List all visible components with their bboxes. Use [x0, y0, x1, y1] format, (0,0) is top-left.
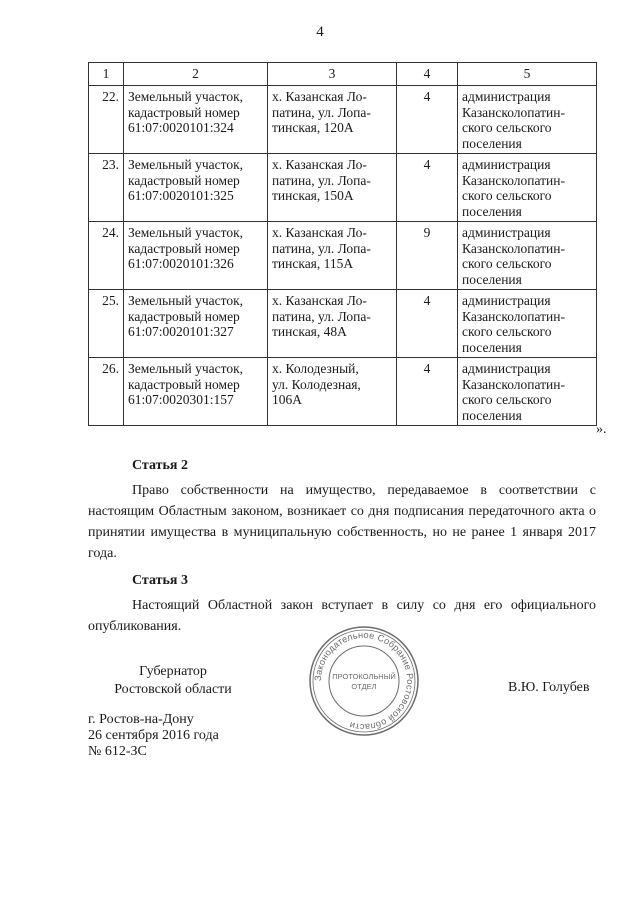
- address-cell: [268, 358, 397, 426]
- object-cell: [124, 154, 268, 222]
- recipient-cell: [458, 290, 597, 358]
- cell-line: администрация: [462, 361, 551, 376]
- cell-line: патина, ул. Лопа-: [272, 172, 371, 188]
- cell-line: кадастровый номер: [128, 376, 240, 392]
- cell-line: Казансколопатин-: [462, 308, 566, 324]
- stamp-center-line-1: ПРОТОКОЛЬНЫЙ: [332, 672, 396, 681]
- cell-line: Казансколопатин-: [462, 240, 566, 256]
- address-cell: [268, 154, 397, 222]
- recipient-cell: [458, 222, 597, 290]
- address-cell: [268, 222, 397, 290]
- object-cell: [124, 86, 268, 154]
- recipient-cell: [458, 154, 597, 222]
- article-3-text: Настоящий Областной закон вступает в силу со дня его официального опубликования.: [88, 598, 596, 634]
- signing-date: 26 сентября 2016 года: [88, 728, 219, 743]
- table-row: [89, 222, 597, 290]
- cell-line: х. Казанская Ло-: [272, 225, 367, 240]
- row-number-cell: 25.: [89, 290, 124, 358]
- cell-line: ского сельского: [462, 188, 552, 203]
- cell-line: х. Казанская Ло-: [272, 293, 367, 308]
- cell-line: кадастровый номер: [128, 308, 240, 324]
- column-header-5: 5: [458, 63, 597, 86]
- cell-line: кадастровый номер: [128, 240, 240, 256]
- column-header-4: 4: [397, 63, 458, 86]
- cell-line: администрация: [462, 225, 551, 240]
- stamp-center-line-2: ОТДЕЛ: [351, 682, 377, 691]
- column-header-3: 3: [268, 63, 397, 86]
- stamp-ring-text: Законодательное Собрание Ростовской области: [312, 629, 416, 733]
- cell-line: тинская, 48А: [272, 324, 347, 339]
- land-plots-table: [88, 62, 597, 426]
- table-row: [89, 154, 597, 222]
- article-3-title: Статья 3: [132, 573, 188, 588]
- column-header-2: 2: [124, 63, 268, 86]
- cell-line: 61:07:0020301:157: [128, 392, 234, 407]
- cell-line: тинская, 150А: [272, 188, 354, 203]
- cell-line: ул. Колодезная,: [272, 376, 361, 392]
- cell-line: 61:07:0020101:326: [128, 256, 234, 271]
- object-cell: [124, 358, 268, 426]
- cell-line: Казансколопатин-: [462, 172, 566, 188]
- count-cell: 9: [397, 222, 458, 290]
- closing-quote: ».: [596, 422, 607, 437]
- row-number-cell: 24.: [89, 222, 124, 290]
- table-row: [89, 290, 597, 358]
- row-number-cell: 23.: [89, 154, 124, 222]
- cell-line: поселения: [462, 339, 522, 355]
- cell-line: Земельный участок,: [128, 361, 244, 376]
- column-header-1: 1: [89, 63, 124, 86]
- cell-line: Земельный участок,: [128, 293, 244, 308]
- position-line-2: Ростовской области: [114, 682, 232, 697]
- law-number: № 612-ЗС: [88, 744, 147, 759]
- address-cell: [268, 290, 397, 358]
- cell-line: 61:07:0020101:325: [128, 188, 234, 203]
- cell-line: поселения: [462, 271, 522, 287]
- cell-line: Земельный участок,: [128, 225, 244, 240]
- cell-line: ского сельского: [462, 256, 552, 271]
- official-stamp: [308, 625, 420, 737]
- cell-line: х. Казанская Ло-: [272, 89, 367, 104]
- cell-line: ского сельского: [462, 324, 552, 339]
- cell-line: патина, ул. Лопа-: [272, 240, 371, 256]
- cell-line: ского сельского: [462, 120, 552, 135]
- cell-line: Земельный участок,: [128, 89, 244, 104]
- row-number-cell: 22.: [89, 86, 124, 154]
- position-line-1: Губернатор: [139, 664, 207, 679]
- cell-line: Казансколопатин-: [462, 376, 566, 392]
- count-cell: 4: [397, 154, 458, 222]
- cell-line: администрация: [462, 157, 551, 172]
- cell-line: 61:07:0020101:324: [128, 120, 234, 135]
- cell-line: кадастровый номер: [128, 104, 240, 120]
- cell-line: патина, ул. Лопа-: [272, 104, 371, 120]
- cell-line: тинская, 120А: [272, 120, 354, 135]
- article-2: [88, 455, 596, 564]
- cell-line: администрация: [462, 89, 551, 104]
- object-cell: [124, 222, 268, 290]
- cell-line: поселения: [462, 407, 522, 423]
- signatory-name: В.Ю. Голубев: [508, 680, 590, 695]
- cell-line: ского сельского: [462, 392, 552, 407]
- table-row: [89, 358, 597, 426]
- cell-line: Земельный участок,: [128, 157, 244, 172]
- cell-line: администрация: [462, 293, 551, 308]
- recipient-cell: [458, 86, 597, 154]
- article-2-title: Статья 2: [132, 458, 188, 473]
- address-cell: [268, 86, 397, 154]
- recipient-cell: [458, 358, 597, 426]
- count-cell: 4: [397, 86, 458, 154]
- object-cell: [124, 290, 268, 358]
- table-row: [89, 86, 597, 154]
- cell-line: 61:07:0020101:327: [128, 324, 234, 339]
- count-cell: 4: [397, 358, 458, 426]
- article-2-text: Право собственности на имущество, передаваемое в соответствии с настоящим Областным законом, возникает со дня подписания передаточного акта о принятии имущества в муниципальную собственность, но не ранее 1 января 2017 года.: [88, 483, 596, 561]
- signatory-position: [88, 663, 258, 699]
- cell-line: патина, ул. Лопа-: [272, 308, 371, 324]
- count-cell: 4: [397, 290, 458, 358]
- cell-line: Казансколопатин-: [462, 104, 566, 120]
- table-header-row: [89, 63, 597, 86]
- page-number: 4: [316, 24, 324, 40]
- cell-line: х. Казанская Ло-: [272, 157, 367, 172]
- cell-line: тинская, 115А: [272, 256, 354, 271]
- cell-line: х. Колодезный,: [272, 361, 359, 376]
- cell-line: 106А: [272, 392, 302, 407]
- city: г. Ростов-на-Дону: [88, 712, 194, 727]
- cell-line: поселения: [462, 135, 522, 151]
- cell-line: кадастровый номер: [128, 172, 240, 188]
- place-and-date: [88, 712, 219, 760]
- cell-line: поселения: [462, 203, 522, 219]
- row-number-cell: 26.: [89, 358, 124, 426]
